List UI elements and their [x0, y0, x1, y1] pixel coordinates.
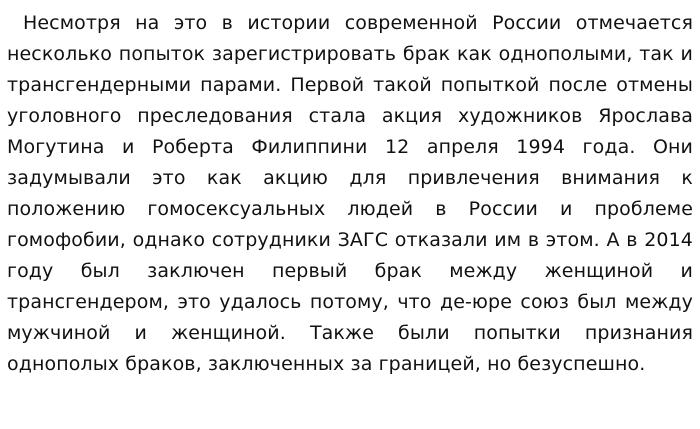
document-paragraph: Несмотря на это в истории современной России отмечается несколько попыток зарегистрировать брак как однополыми, так и трансгендерными парами. Первой такой попыткой после отмены уголовного преследования стала акция художников Ярослава Могутина и Роберта Филиппини 12 апреля 1994 года. Они задумывали это как акцию для привлечения внимания к положению гомосексуальных людей в России и проблеме гомофобии, однако сотрудники ЗАГС отказали им в этом. А в 2014 году был заключен первый брак между женщиной и трансгендером, это удалось потому, что де-юре союз был между мужчиной и женщиной. Также были попытки признания однополых браков, заключенных за границей, но безуспешно. — [7, 12, 693, 375]
